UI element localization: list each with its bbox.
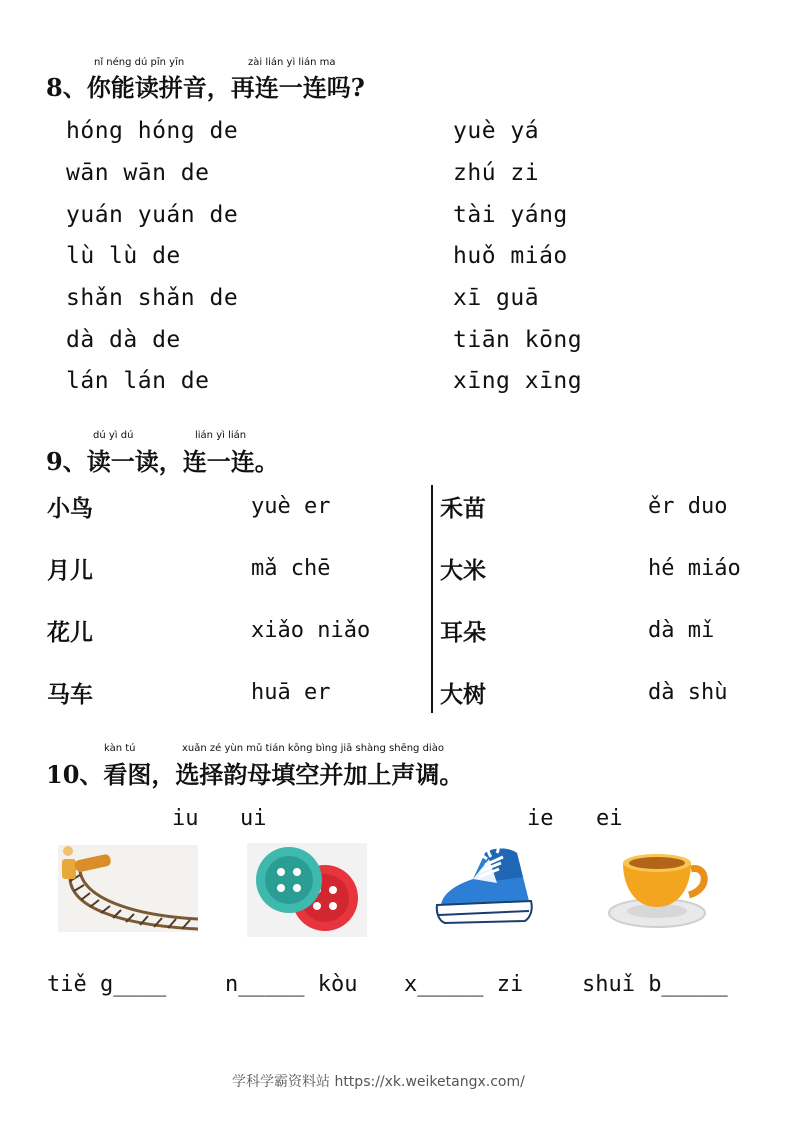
q8-left-item: wān wān de bbox=[66, 160, 210, 186]
q9-right-pinyin: ěr duo bbox=[648, 494, 728, 519]
q9-pinyin-annotation-right: lián yì lián bbox=[195, 430, 247, 441]
q9-right-pinyin: dà shù bbox=[648, 680, 728, 705]
q9-left-pinyin: mǎ chē bbox=[251, 556, 331, 581]
q10-choice: ei bbox=[596, 806, 623, 831]
q9-right-hanzi: 大树 bbox=[440, 681, 486, 708]
sneaker-icon bbox=[433, 843, 537, 933]
q10-blank: n_____ kòu bbox=[225, 972, 358, 997]
q8-left-item: hóng hóng de bbox=[66, 118, 239, 144]
q8-pinyin-annotation-left: nǐ néng dú pīn yīn bbox=[94, 57, 185, 68]
q8-left-item: shǎn shǎn de bbox=[66, 285, 239, 311]
teacup-icon bbox=[607, 843, 713, 933]
q8-pinyin-annotation-right: zài lián yì lián ma bbox=[248, 57, 336, 68]
q9-title: 9、读一读，连一连。 bbox=[46, 447, 279, 476]
q10-title: 10、看图，选择韵母填空并加上声调。 bbox=[46, 760, 464, 789]
q9-right-hanzi: 耳朵 bbox=[440, 619, 486, 646]
q10-choice: ui bbox=[240, 806, 267, 831]
q9-left-hanzi: 月儿 bbox=[47, 557, 93, 584]
q8-left-item: lán lán de bbox=[66, 368, 210, 394]
q10-choice: iu bbox=[172, 806, 199, 831]
q8-left-item: yuán yuán de bbox=[66, 202, 239, 228]
q9-pinyin-annotation-left: dú yì dú bbox=[93, 430, 134, 441]
q10-pinyin-annotation-1: kàn tú bbox=[104, 743, 136, 754]
q9-right-hanzi: 禾苗 bbox=[440, 495, 486, 522]
q8-right-item: yuè yá bbox=[453, 118, 540, 144]
q10-blank: shuǐ b_____ bbox=[582, 972, 728, 997]
q9-left-hanzi: 小鸟 bbox=[47, 495, 93, 522]
q8-title: 8、你能读拼音，再连一连吗? bbox=[46, 73, 365, 102]
q10-blank: tiě g____ bbox=[47, 972, 167, 997]
q8-right-item: tài yáng bbox=[453, 202, 568, 228]
q9-left-pinyin: xiǎo niǎo bbox=[251, 618, 371, 643]
footer-watermark: 学科学霸资料站 https://xk.weiketangx.com/ bbox=[232, 1074, 525, 1090]
q8-right-item: xīng xīng bbox=[453, 368, 583, 394]
q9-right-pinyin: dà mǐ bbox=[648, 618, 715, 643]
q8-left-item: lù lù de bbox=[66, 243, 181, 269]
q8-right-item: tiān kōng bbox=[453, 327, 583, 353]
q9-left-pinyin: huā er bbox=[251, 680, 331, 705]
q9-left-hanzi: 花儿 bbox=[47, 619, 93, 646]
train-track-icon bbox=[58, 845, 198, 932]
q8-right-item: huǒ miáo bbox=[453, 243, 568, 269]
buttons-icon bbox=[247, 843, 367, 937]
q10-pinyin-annotation-2: xuǎn zé yùn mǔ tián kōng bìng jiā shàng shēng diào bbox=[182, 743, 444, 754]
column-divider bbox=[431, 485, 433, 713]
q9-right-hanzi: 大米 bbox=[440, 557, 486, 584]
q10-blank: x_____ zi bbox=[404, 972, 524, 997]
q10-choice: ie bbox=[527, 806, 554, 831]
q9-right-pinyin: hé miáo bbox=[648, 556, 741, 581]
q9-left-pinyin: yuè er bbox=[251, 494, 331, 519]
q9-left-hanzi: 马车 bbox=[47, 681, 93, 708]
q8-left-item: dà dà de bbox=[66, 327, 181, 353]
q8-right-item: xī guā bbox=[453, 285, 540, 311]
q8-right-item: zhú zi bbox=[453, 160, 540, 186]
